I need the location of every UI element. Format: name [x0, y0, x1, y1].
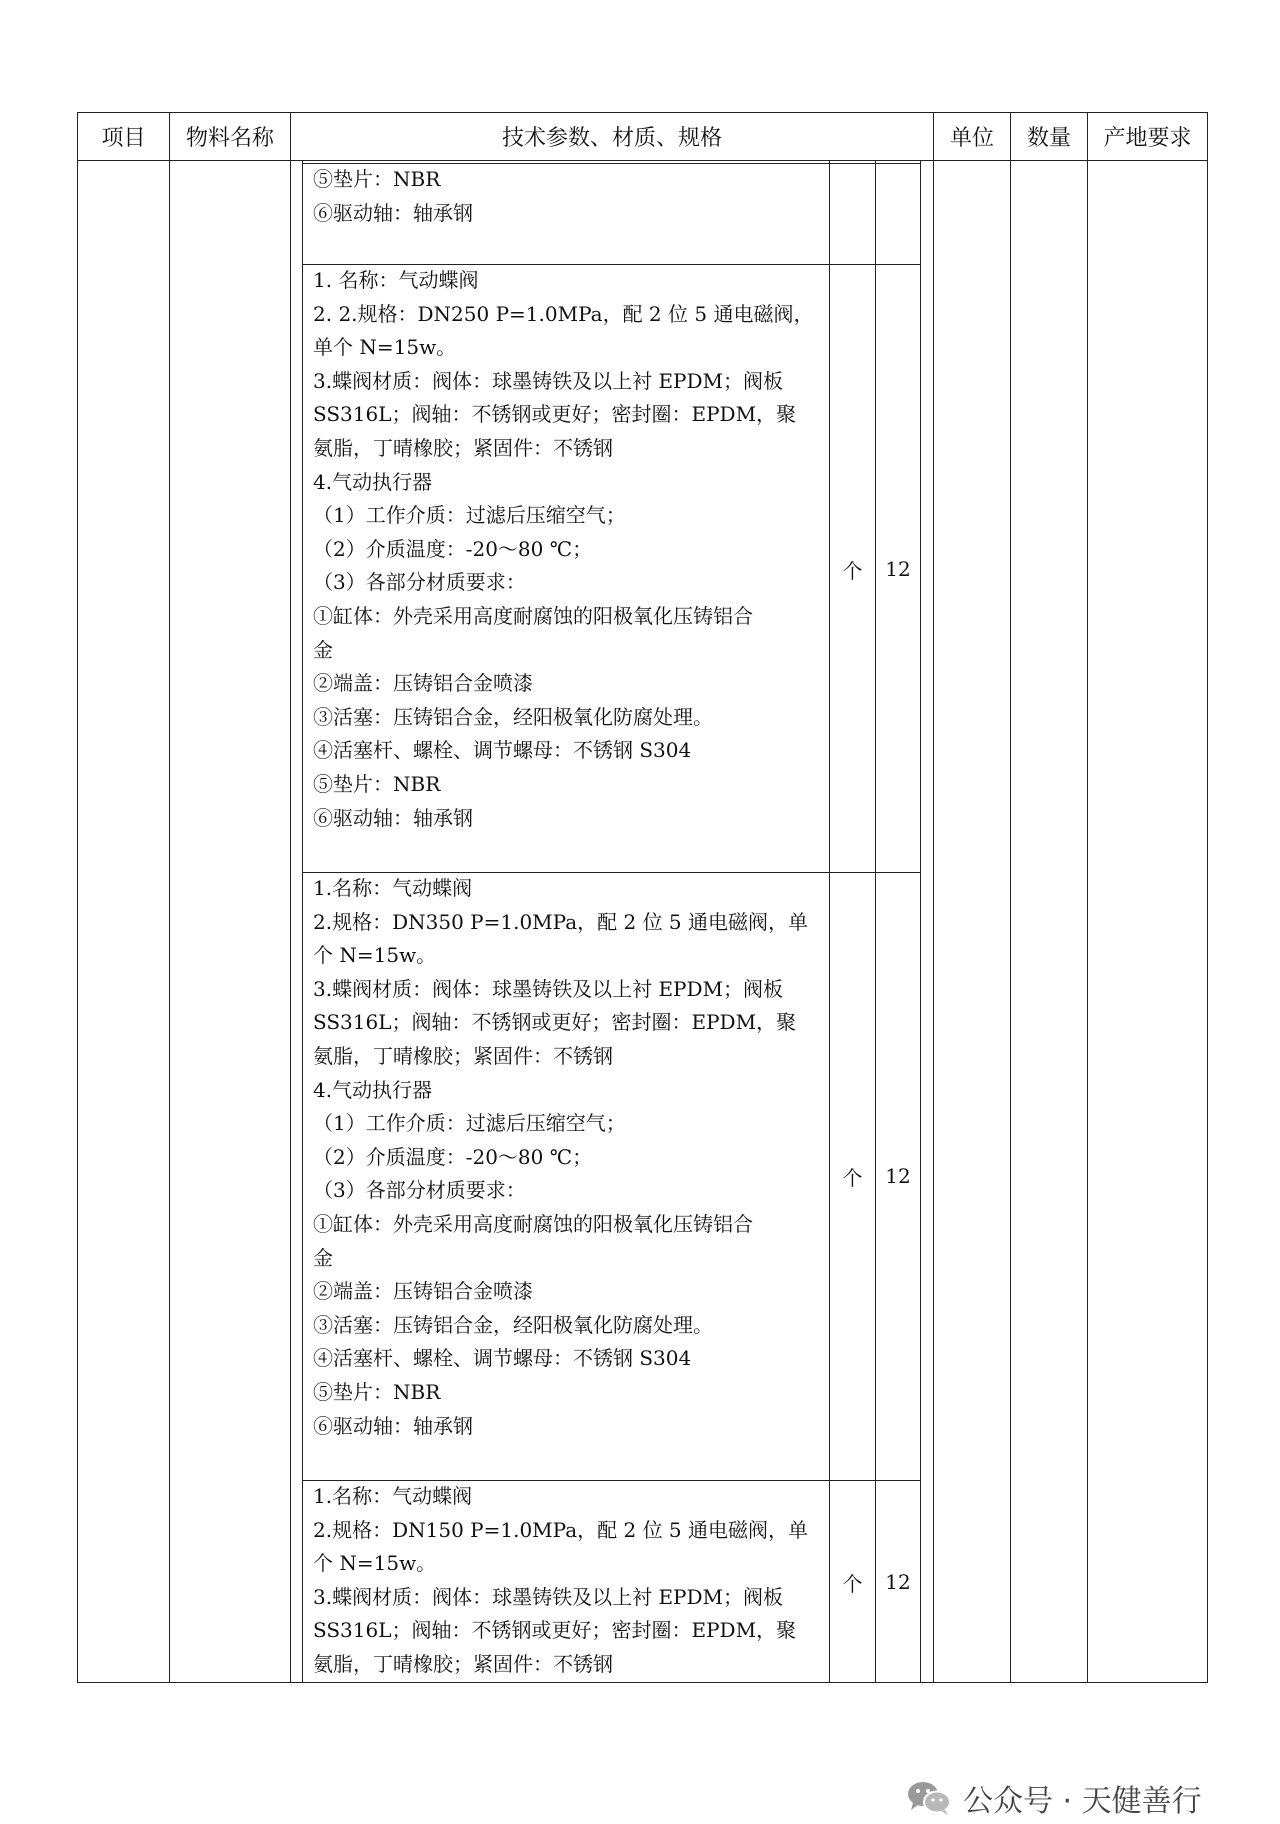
col-divider-qty — [1087, 112, 1088, 1683]
spec-line: SS316L；阀轴：不锈钢或更好；密封圈：EPDM，聚 — [313, 1618, 797, 1643]
spec-line: 3.蝶阀材质：阀体：球墨铸铁及以上衬 EPDM；阀板 — [313, 368, 784, 393]
header-origin: 产地要求 — [1103, 125, 1192, 151]
spec-line: ②端盖：压铸铝合金喷漆 — [313, 1279, 533, 1304]
spec-line: 3.蝶阀材质：阀体：球墨铸铁及以上衬 EPDM；阀板 — [313, 976, 784, 1001]
unit-cell: 个 — [842, 1165, 863, 1190]
watermark-text: 公众号 · 天健善行 — [963, 1784, 1202, 1819]
spec-line: ③活塞：压铸铝合金，经阳极氧化防腐处理。 — [313, 704, 713, 729]
spec-line: 个 N=15w。 — [313, 1551, 437, 1576]
spec-line: ⑤垫片：NBR — [313, 771, 441, 796]
qty-cell: 12 — [885, 1164, 911, 1188]
spec-line: 2.规格：DN150 P=1.0MPa，配 2 位 5 通电磁阀，单 — [313, 1517, 809, 1542]
spec-line: ⑥驱动轴：轴承钢 — [313, 805, 473, 830]
spec-line: 个 N=15w。 — [313, 943, 437, 968]
spec-line: ⑤垫片：NBR — [313, 1379, 441, 1404]
table-bottom-border — [77, 1682, 1207, 1683]
header-project: 项目 — [101, 125, 146, 151]
spec-line: 氨脂，丁晴橡胶；紧固件：不锈钢 — [313, 1043, 613, 1068]
header-tech-params: 技术参数、材质、规格 — [501, 125, 722, 151]
spec-cell — [313, 264, 833, 835]
spec-line: ④活塞杆、螺栓、调节螺母：不锈钢 S304 — [313, 738, 692, 763]
watermark — [905, 1772, 1202, 1824]
spec-line: 2.规格：DN350 P=1.0MPa，配 2 位 5 通电磁阀，单 — [313, 909, 809, 934]
header-bottom-border — [77, 160, 1207, 161]
table-left-border — [77, 112, 78, 1683]
header-unit: 单位 — [949, 125, 994, 151]
spec-line: （1）工作介质：过滤后压缩空气； — [313, 503, 626, 528]
spec-line: ②端盖：压铸铝合金喷漆 — [313, 671, 533, 696]
spec-line: ③活塞：压铸铝合金，经阳极氧化防腐处理。 — [313, 1312, 713, 1337]
spec-line: （3）各部分材质要求： — [313, 570, 526, 595]
spec-line: 1. 名称：气动蝶阀 — [313, 268, 479, 292]
spec-line: SS316L；阀轴：不锈钢或更好；密封圈：EPDM，聚 — [313, 1010, 797, 1035]
wechat-icon — [905, 1778, 953, 1818]
spec-line: 3.蝶阀材质：阀体：球墨铸铁及以上衬 EPDM；阀板 — [313, 1584, 784, 1609]
col-divider-name — [290, 112, 291, 1683]
spec-line: （1）工作介质：过滤后压缩空气； — [313, 1111, 626, 1136]
qty-cell: 12 — [885, 557, 911, 581]
qty-cell: 12 — [885, 1570, 911, 1594]
header-quantity: 数量 — [1026, 125, 1071, 151]
spec-line: 单个 N=15w。 — [313, 335, 457, 360]
spec-line: ④活塞杆、螺栓、调节螺母：不锈钢 S304 — [313, 1346, 692, 1371]
spec-line: 1.名称：气动蝶阀 — [313, 1484, 473, 1508]
spec-line: （3）各部分材质要求： — [313, 1178, 526, 1203]
spec-line: ①缸体：外壳采用高度耐腐蚀的阳极氧化压铸铝合 — [313, 603, 753, 628]
spec-line: 金 — [313, 1245, 333, 1270]
header-material-name: 物料名称 — [185, 125, 274, 151]
spec-line: 4.气动执行器 — [313, 469, 433, 494]
spec-cell — [313, 1480, 833, 1682]
spec-line: ⑤垫片：NBR — [313, 167, 441, 191]
table-right-border — [1207, 112, 1208, 1683]
col-divider-spec — [933, 112, 934, 1683]
spec-line: ①缸体：外壳采用高度耐腐蚀的阳极氧化压铸铝合 — [313, 1211, 753, 1236]
spec-cell — [313, 872, 833, 1443]
unit-cell: 个 — [842, 558, 863, 583]
spec-line: 1.名称：气动蝶阀 — [313, 876, 473, 900]
inner-right-border — [920, 160, 921, 1682]
spec-line: 氨脂，丁晴橡胶；紧固件：不锈钢 — [313, 435, 613, 460]
spec-line: 4.气动执行器 — [313, 1077, 433, 1102]
unit-cell: 个 — [842, 1571, 863, 1596]
inner-col-unit — [875, 160, 876, 1682]
col-divider-unit — [1010, 112, 1011, 1683]
spec-line: （2）介质温度：-20～80 ℃； — [313, 536, 593, 561]
spec-line: 2. 2.规格：DN250 P=1.0MPa，配 2 位 5 通电磁阀， — [313, 301, 814, 326]
spec-cell — [313, 163, 833, 230]
spec-line: 金 — [313, 637, 333, 662]
spec-line: （2）介质温度：-20～80 ℃； — [313, 1144, 593, 1169]
col-divider-project — [169, 112, 170, 1683]
inner-left-border — [302, 160, 303, 1682]
spec-line: SS316L；阀轴：不锈钢或更好；密封圈：EPDM，聚 — [313, 402, 797, 427]
spec-line: 氨脂，丁晴橡胶；紧固件：不锈钢 — [313, 1651, 613, 1676]
spec-line: ⑥驱动轴：轴承钢 — [313, 1413, 473, 1438]
spec-line: ⑥驱动轴：轴承钢 — [313, 200, 473, 225]
